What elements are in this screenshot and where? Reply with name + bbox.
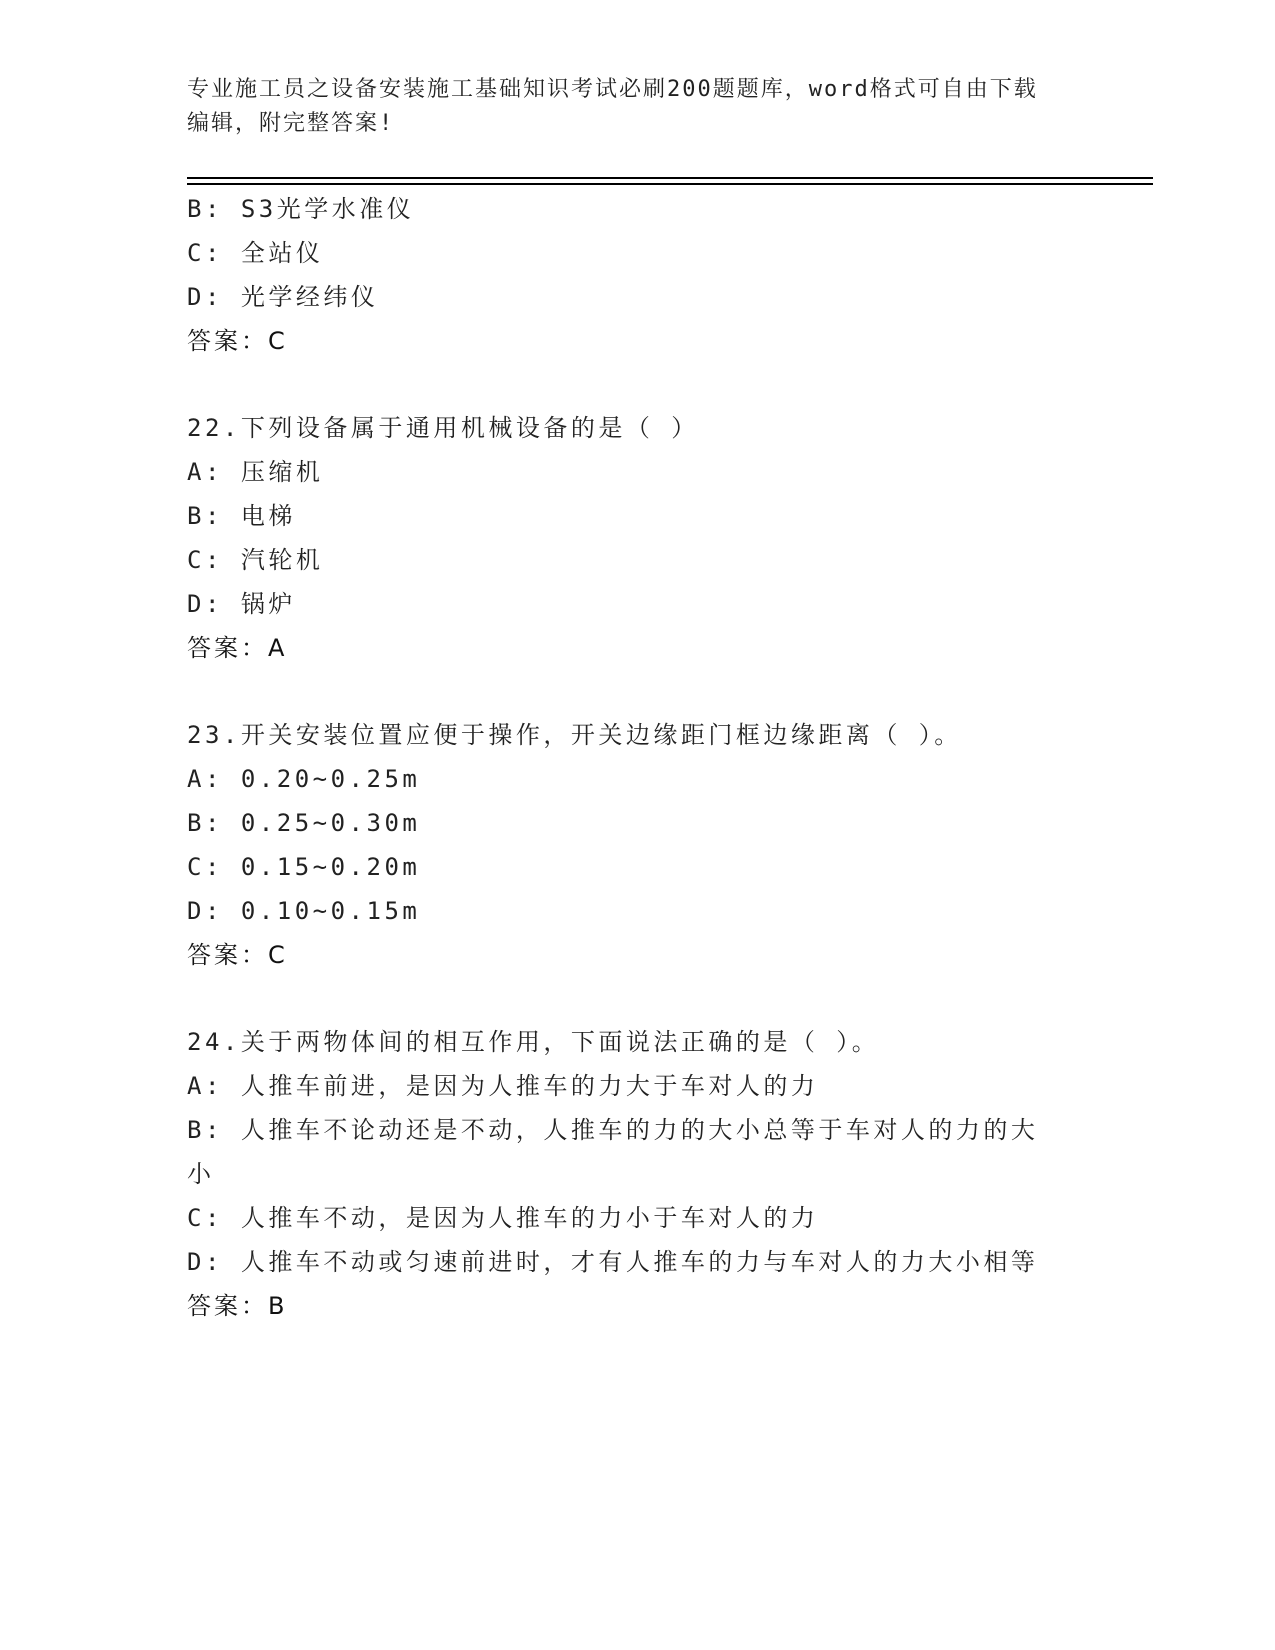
q23-option-d: D: 0.10~0.15m xyxy=(187,897,421,925)
header-divider-bottom xyxy=(187,183,1153,185)
q24-option-d: D: 人推车不动或匀速前进时，才有人推车的力与车对人的力大小相等 xyxy=(187,1248,1039,1276)
q22-answer: 答案：A xyxy=(187,634,288,662)
q21-option-b: B: S3光学水准仪 xyxy=(187,195,415,223)
q21-answer: 答案：C xyxy=(187,327,288,355)
header-divider-top xyxy=(187,177,1153,179)
q23-option-c: C: 0.15~0.20m xyxy=(187,853,421,881)
q23-option-a: A: 0.20~0.25m xyxy=(187,765,421,793)
q21-option-c: C: 全站仪 xyxy=(187,239,324,267)
q22-option-d: D: 锅炉 xyxy=(187,590,296,618)
q22-option-b: B: 电梯 xyxy=(187,502,296,530)
q23-question: 23.开关安装位置应便于操作，开关边缘距门框边缘距离（ ）。 xyxy=(187,721,962,749)
q23-option-b: B: 0.25~0.30m xyxy=(187,809,421,837)
q24-option-b-continued: 小 xyxy=(187,1160,215,1188)
document-header-line-2: 编辑，附完整答案! xyxy=(187,111,395,136)
q24-option-a: A: 人推车前进，是因为人推车的力大于车对人的力 xyxy=(187,1072,819,1100)
q22-option-a: A: 压缩机 xyxy=(187,458,324,486)
q24-question: 24.关于两物体间的相互作用，下面说法正确的是（ ）。 xyxy=(187,1028,880,1056)
q24-option-c: C: 人推车不动，是因为人推车的力小于车对人的力 xyxy=(187,1204,819,1232)
q22-option-c: C: 汽轮机 xyxy=(187,546,324,574)
q24-option-b: B: 人推车不论动还是不动，人推车的力的大小总等于车对人的力的大 xyxy=(187,1116,1039,1144)
q23-answer: 答案：C xyxy=(187,941,288,969)
q22-question: 22.下列设备属于通用机械设备的是（ ） xyxy=(187,414,699,442)
q24-answer: 答案：B xyxy=(187,1292,288,1320)
q21-option-d: D: 光学经纬仪 xyxy=(187,283,379,311)
document-header-line-1: 专业施工员之设备安装施工基础知识考试必刷200题题库，word格式可自由下载 xyxy=(187,77,1038,102)
